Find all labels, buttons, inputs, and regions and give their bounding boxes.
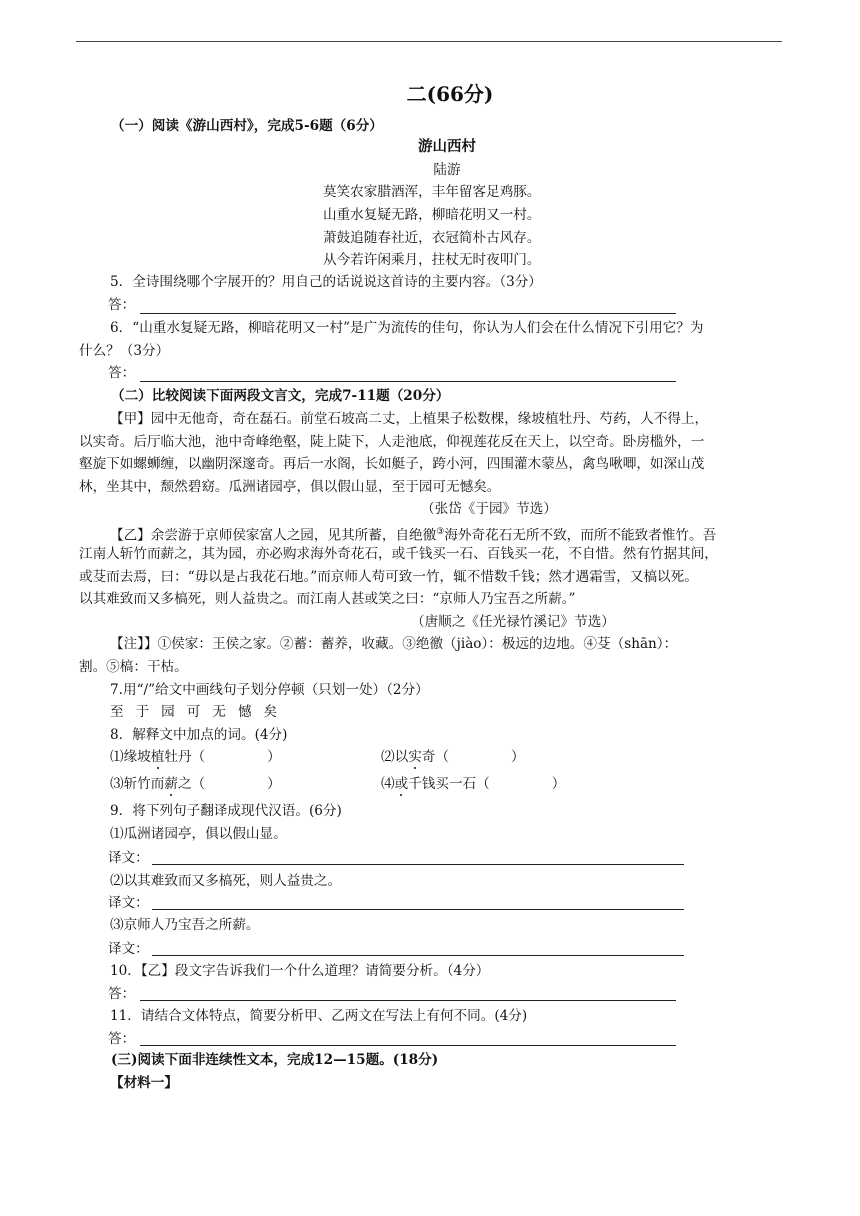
material1-label: 【材料一】 [110,1075,178,1091]
part2-heading: （二）比较阅读下面两段文言文，完成7-11题（20分） [111,388,450,404]
question-8-item1: ⑴缘坡植牡丹（ ） [110,749,281,765]
part3-heading: (三)阅读下面非连续性文本，完成12—15题。(18分) [111,1052,439,1068]
passage-yi-line [110,523,716,545]
answer-line-q10[interactable] [140,1000,676,1001]
question-9-item1: ⑴瓜洲诸园亭，俱以假山显。 [110,826,287,842]
question-9: 9．将下列句子翻译成现代汉语。(6分) [110,803,342,819]
poem-author: 陆游 [433,162,461,178]
question-6-line2: 什么？（3分） [79,343,170,359]
poem-line: 山重水复疑无路，柳暗花明又一村。 [323,207,541,223]
passage-jia-line: 壑旋下如螺蛳缠，以幽阴深邃奇。再后一水阁，长如艇子，跨小河，四围灌木蒙丛，禽鸟啾唧，如深山茂 [79,456,705,472]
translation-line-2[interactable] [152,909,684,910]
poem-title: 游山西村 [418,138,476,155]
poem-line: 萧鼓追随春社近，衣冠简朴古风存。 [323,230,541,246]
poem-line: 莫笑农家腊酒浑，丰年留客足鸡豚。 [323,184,541,200]
poem-line: 从今若许闲乘月，拄杖无时夜叩门。 [323,252,541,268]
passage-jia-line: 以实奇。后厅临大池，池中奇峰绝壑，陡上陡下，人走池底，仰视莲花反在天上，以空奇。卧房槛外，一 [79,434,705,450]
answer-label: 答： [108,365,136,381]
question-10: 10．【乙】段文字告诉我们一个什么道理？请简要分析。（4分） [110,963,490,979]
passage-jia-source: （张岱《于园》节选） [421,501,557,517]
passage-yi-line: 或芟而去焉，曰：“毋以是占我花石地。”而京师人苟可致一竹，辄不惜数千钱；然才遇霜雪，又槁以死。 [79,569,698,585]
question-6-line1: 6．“山重水复疑无路，柳暗花明又一村”是广为流传的佳句，你认为人们会在什么情况下引用它？为 [110,320,704,336]
answer-label: 答： [108,297,136,313]
question-9-item3: ⑶京师人乃宝吾之所薪。 [110,917,260,933]
footnote-marker: ③ [436,527,445,537]
passage-jia-line: 林，坐其中，颓然碧窈。瓜洲诸园亭，俱以假山显，至于园可无憾矣。 [79,479,501,495]
question-7-sentence: 至于园可无憾矣 [110,704,290,720]
answer-line-q6[interactable] [140,381,676,382]
answer-label: 答： [108,1031,136,1047]
notes-line1: 【注】】①侯家：王侯之家。②蓄：蓄养，收藏。③绝徼（jiào）：极远的边地。④芟（shān）： [110,636,678,652]
translation-line-3[interactable] [152,955,684,956]
passage-jia-line: 【甲】园中无他奇，奇在磊石。前堂石坡高二丈，上植果子松数棵，缘坡植牡丹、芍药，人不得上， [110,411,709,427]
passage-yi-line: 江南人斩竹而薪之，其为园，亦必购求海外奇花石，或千钱买一石、百钱买一花，不自惜。然有竹据其间， [79,546,718,562]
passage-yi-line: 以其难致而又多槁死，则人益贵之。而江南人甚或笑之曰：“京师人乃宝吾之所薪。” [79,591,576,607]
translation-line-1[interactable] [152,864,684,865]
translation-label: 译文： [108,895,149,911]
question-8: 8．解释文中加点的词。(4分) [110,727,288,743]
part1-heading: （一）阅读《游山西村》，完成5-6题（6分） [111,118,383,134]
passage-yi-source: （唐顺之《任光禄竹溪记》节选） [411,614,615,630]
answer-line-q5[interactable] [140,313,676,314]
notes-line2: 割。⑤槁：干枯。 [79,659,188,675]
answer-line-q11[interactable] [140,1045,676,1046]
question-11: 11．请结合文体特点，简要分析甲、乙两文在写法上有何不同。(4分) [110,1008,528,1024]
question-8-item4: ⑷或千钱买一石（ ） [381,776,566,792]
answer-label: 答： [108,986,136,1002]
passage-yi-text: 海外奇花石无所不致，而所不能致者惟竹。吾 [444,527,717,544]
translation-label: 译文： [108,941,149,957]
translation-label: 译文： [108,850,149,866]
section-title: 二(66分) [406,82,494,106]
question-8-item2: ⑵以实奇（ ） [381,749,525,765]
question-9-item2: ⑵以其难致而又多槁死，则人益贵之。 [110,873,342,889]
question-8-item3: ⑶斩竹而薪之（ ） [110,776,281,792]
header-rule [76,41,782,42]
question-5: 5．全诗围绕哪个字展开的？用自己的话说说这首诗的主要内容。（3分） [110,274,542,290]
question-7: 7.用“/”给文中画线句子划分停顿（只划一处）（2分） [110,682,429,698]
passage-yi-text: 【乙】余尝游于京师侯家富人之园，见其所蓄，自绝徼 [110,527,437,544]
